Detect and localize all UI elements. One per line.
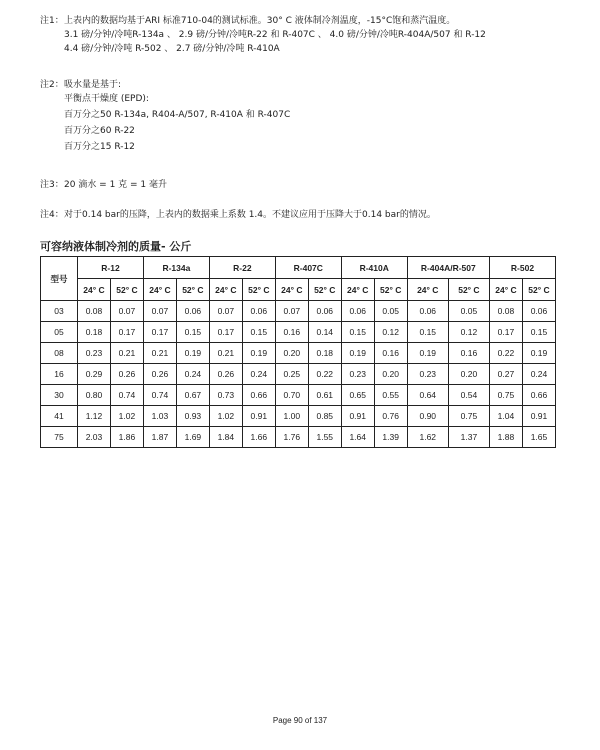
value-cell: 0.91 bbox=[522, 406, 555, 427]
value-cell: 0.15 bbox=[341, 322, 374, 343]
value-cell: 0.73 bbox=[209, 385, 242, 406]
value-cell: 0.65 bbox=[341, 385, 374, 406]
temperature-header: 24° C bbox=[407, 279, 448, 301]
value-cell: 0.15 bbox=[522, 322, 555, 343]
value-cell: 1.69 bbox=[176, 427, 209, 448]
value-cell: 0.21 bbox=[110, 343, 143, 364]
value-cell: 0.12 bbox=[448, 322, 489, 343]
value-cell: 1.02 bbox=[209, 406, 242, 427]
value-cell: 0.76 bbox=[374, 406, 407, 427]
value-cell: 0.70 bbox=[275, 385, 308, 406]
note-3-label: 注3： bbox=[40, 180, 64, 190]
value-cell: 0.22 bbox=[308, 364, 341, 385]
value-cell: 0.85 bbox=[308, 406, 341, 427]
value-cell: 0.64 bbox=[407, 385, 448, 406]
temperature-header: 24° C bbox=[209, 279, 242, 301]
value-cell: 0.61 bbox=[308, 385, 341, 406]
table-row bbox=[41, 364, 556, 385]
refrigerant-header: R-410A bbox=[341, 257, 407, 279]
value-cell: 0.19 bbox=[242, 343, 275, 364]
value-cell: 0.19 bbox=[341, 343, 374, 364]
table-row bbox=[41, 322, 556, 343]
table-row bbox=[41, 427, 556, 448]
value-cell: 0.18 bbox=[78, 322, 111, 343]
value-cell: 0.08 bbox=[78, 301, 111, 322]
value-cell: 0.93 bbox=[176, 406, 209, 427]
model-cell: 16 bbox=[41, 364, 78, 385]
value-cell: 0.67 bbox=[176, 385, 209, 406]
temperature-header: 52° C bbox=[448, 279, 489, 301]
value-cell: 0.90 bbox=[407, 406, 448, 427]
table-row bbox=[41, 343, 556, 364]
value-cell: 0.07 bbox=[275, 301, 308, 322]
note-2 bbox=[40, 78, 290, 154]
value-cell: 1.86 bbox=[110, 427, 143, 448]
value-cell: 0.55 bbox=[374, 385, 407, 406]
value-cell: 0.06 bbox=[176, 301, 209, 322]
value-cell: 0.26 bbox=[209, 364, 242, 385]
temperature-header: 52° C bbox=[110, 279, 143, 301]
value-cell: 0.19 bbox=[176, 343, 209, 364]
value-cell: 0.15 bbox=[407, 322, 448, 343]
value-cell: 1.76 bbox=[275, 427, 308, 448]
value-cell: 0.19 bbox=[522, 343, 555, 364]
value-cell: 0.66 bbox=[242, 385, 275, 406]
value-cell: 0.26 bbox=[110, 364, 143, 385]
value-cell: 1.04 bbox=[489, 406, 522, 427]
value-cell: 1.66 bbox=[242, 427, 275, 448]
temperature-header: 52° C bbox=[374, 279, 407, 301]
value-cell: 0.20 bbox=[374, 364, 407, 385]
value-cell: 0.26 bbox=[143, 364, 176, 385]
value-cell: 0.66 bbox=[522, 385, 555, 406]
note-2-text: 吸水量是基于: bbox=[64, 80, 122, 90]
value-cell: 0.07 bbox=[209, 301, 242, 322]
note-2-line-2: 百万分之60 R-22 bbox=[64, 126, 135, 136]
value-cell: 0.24 bbox=[242, 364, 275, 385]
value-cell: 0.05 bbox=[374, 301, 407, 322]
value-cell: 0.17 bbox=[489, 322, 522, 343]
refrigerant-header: R-12 bbox=[78, 257, 144, 279]
value-cell: 0.21 bbox=[143, 343, 176, 364]
value-cell: 0.24 bbox=[176, 364, 209, 385]
value-cell: 1.02 bbox=[110, 406, 143, 427]
temperature-header: 52° C bbox=[522, 279, 555, 301]
value-cell: 0.16 bbox=[275, 322, 308, 343]
value-cell: 0.06 bbox=[407, 301, 448, 322]
refrigerant-capacity-table bbox=[40, 256, 556, 448]
temperature-header: 24° C bbox=[78, 279, 111, 301]
note-2-line-3: 百万分之15 R-12 bbox=[64, 142, 135, 152]
value-cell: 1.64 bbox=[341, 427, 374, 448]
note-4 bbox=[40, 208, 436, 222]
table-row bbox=[41, 385, 556, 406]
value-cell: 0.21 bbox=[209, 343, 242, 364]
model-cell: 41 bbox=[41, 406, 78, 427]
value-cell: 0.08 bbox=[489, 301, 522, 322]
value-cell: 0.54 bbox=[448, 385, 489, 406]
note-4-label: 注4： bbox=[40, 210, 64, 220]
table-body bbox=[41, 301, 556, 448]
value-cell: 0.23 bbox=[407, 364, 448, 385]
value-cell: 0.19 bbox=[407, 343, 448, 364]
value-cell: 0.05 bbox=[448, 301, 489, 322]
value-cell: 0.17 bbox=[143, 322, 176, 343]
value-cell: 0.12 bbox=[374, 322, 407, 343]
value-cell: 0.74 bbox=[110, 385, 143, 406]
table-row bbox=[41, 406, 556, 427]
refrigerant-header: R-407C bbox=[275, 257, 341, 279]
value-cell: 0.24 bbox=[522, 364, 555, 385]
value-cell: 0.23 bbox=[78, 343, 111, 364]
temperature-header: 24° C bbox=[341, 279, 374, 301]
value-cell: 0.06 bbox=[308, 301, 341, 322]
table-row bbox=[41, 301, 556, 322]
note-3-text: 20 滴水 = 1 克 = 1 毫升 bbox=[64, 180, 168, 190]
note-2-subheading: 平衡点干燥度 (EPD): bbox=[64, 94, 149, 104]
model-cell: 30 bbox=[41, 385, 78, 406]
value-cell: 0.15 bbox=[176, 322, 209, 343]
value-cell: 0.91 bbox=[242, 406, 275, 427]
value-cell: 1.55 bbox=[308, 427, 341, 448]
value-cell: 0.07 bbox=[110, 301, 143, 322]
note-1-label: 注1： bbox=[40, 16, 64, 26]
value-cell: 0.06 bbox=[341, 301, 374, 322]
value-cell: 0.25 bbox=[275, 364, 308, 385]
note-1-text: 上表内的数据均基于ARI 标准710-04的测试标准。30° C 液体制冷剂温度，-15°C饱和蒸汽温度。 bbox=[64, 16, 456, 26]
value-cell: 0.22 bbox=[489, 343, 522, 364]
value-cell: 0.20 bbox=[275, 343, 308, 364]
value-cell: 0.07 bbox=[143, 301, 176, 322]
refrigerant-header: R-134a bbox=[143, 257, 209, 279]
value-cell: 0.23 bbox=[341, 364, 374, 385]
temperature-header: 24° C bbox=[489, 279, 522, 301]
value-cell: 1.12 bbox=[78, 406, 111, 427]
page-footer: Page 90 of 137 bbox=[272, 716, 328, 725]
note-4-text: 对于0.14 bar的压降，上表内的数据乘上系数 1.4。不建议应用于压降大于0.14 bar的情况。 bbox=[64, 210, 436, 220]
value-cell: 0.17 bbox=[110, 322, 143, 343]
note-2-label: 注2： bbox=[40, 80, 64, 90]
value-cell: 0.18 bbox=[308, 343, 341, 364]
value-cell: 0.16 bbox=[448, 343, 489, 364]
value-cell: 1.88 bbox=[489, 427, 522, 448]
value-cell: 2.03 bbox=[78, 427, 111, 448]
note-2-line-1: 百万分之50 R-134a, R404-A/507, R-410A 和 R-407C bbox=[64, 110, 291, 120]
model-cell: 03 bbox=[41, 301, 78, 322]
value-cell: 0.17 bbox=[209, 322, 242, 343]
temperature-header-row bbox=[41, 279, 556, 301]
note-1 bbox=[40, 14, 486, 56]
table-title: 可容纳液体制冷剂的质量- 公斤 bbox=[40, 240, 192, 253]
temperature-header: 52° C bbox=[242, 279, 275, 301]
value-cell: 0.74 bbox=[143, 385, 176, 406]
value-cell: 0.91 bbox=[341, 406, 374, 427]
value-cell: 0.15 bbox=[242, 322, 275, 343]
table-header-row bbox=[41, 257, 556, 279]
value-cell: 1.37 bbox=[448, 427, 489, 448]
model-cell: 75 bbox=[41, 427, 78, 448]
value-cell: 1.84 bbox=[209, 427, 242, 448]
model-cell: 05 bbox=[41, 322, 78, 343]
temperature-header: 52° C bbox=[176, 279, 209, 301]
refrigerant-header: R-502 bbox=[489, 257, 555, 279]
value-cell: 0.80 bbox=[78, 385, 111, 406]
value-cell: 1.62 bbox=[407, 427, 448, 448]
value-cell: 1.03 bbox=[143, 406, 176, 427]
note-3 bbox=[40, 178, 167, 192]
note-1-line-2: 4.4 磅/分钟/冷吨 R-502 、 2.7 磅/分钟/冷吨 R-410A bbox=[64, 44, 280, 54]
model-header: 型号 bbox=[41, 257, 78, 301]
value-cell: 0.14 bbox=[308, 322, 341, 343]
value-cell: 0.29 bbox=[78, 364, 111, 385]
refrigerant-header: R-404A/R-507 bbox=[407, 257, 489, 279]
value-cell: 1.65 bbox=[522, 427, 555, 448]
value-cell: 1.00 bbox=[275, 406, 308, 427]
value-cell: 0.75 bbox=[489, 385, 522, 406]
temperature-header: 24° C bbox=[275, 279, 308, 301]
value-cell: 0.06 bbox=[242, 301, 275, 322]
value-cell: 1.87 bbox=[143, 427, 176, 448]
temperature-header: 52° C bbox=[308, 279, 341, 301]
value-cell: 0.20 bbox=[448, 364, 489, 385]
refrigerant-header: R-22 bbox=[209, 257, 275, 279]
value-cell: 1.39 bbox=[374, 427, 407, 448]
value-cell: 0.16 bbox=[374, 343, 407, 364]
value-cell: 0.27 bbox=[489, 364, 522, 385]
value-cell: 0.75 bbox=[448, 406, 489, 427]
model-cell: 08 bbox=[41, 343, 78, 364]
note-1-line-1: 3.1 磅/分钟/冷吨R-134a 、 2.9 磅/分钟/冷吨R-22 和 R-407C 、 4.0 磅/分钟/冷吨R-404A/507 和 R-12 bbox=[64, 30, 486, 40]
temperature-header: 24° C bbox=[143, 279, 176, 301]
value-cell: 0.06 bbox=[522, 301, 555, 322]
